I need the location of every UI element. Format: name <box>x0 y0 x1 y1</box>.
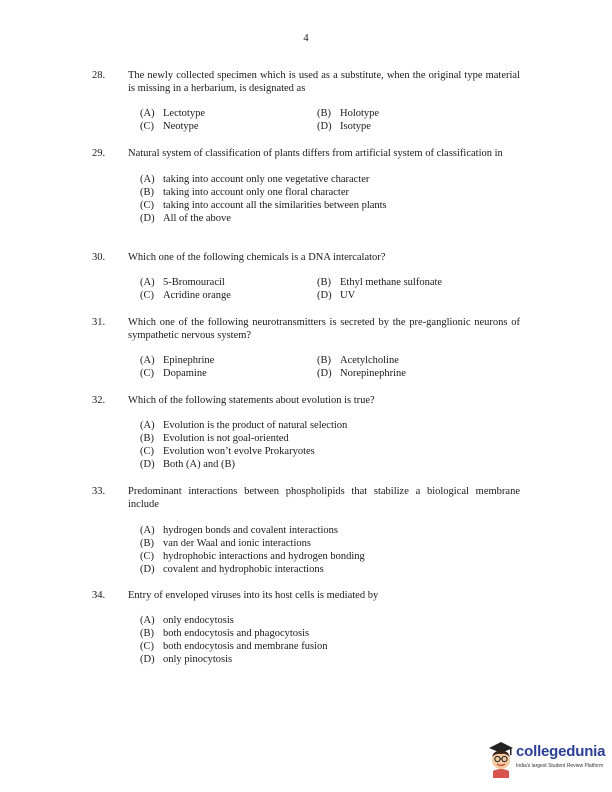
option-c[interactable] <box>140 367 317 380</box>
option-text: taking into account only one floral character <box>163 187 350 198</box>
option-text: both endocytosis and membrane fusion <box>163 641 328 652</box>
question-29 <box>92 147 520 225</box>
option-c[interactable] <box>140 640 520 653</box>
option-label: (A) <box>140 277 155 288</box>
question-text: Which one of the following neurotransmitters is secreted by the pre-ganglionic neurons of sympathetic nervous system? <box>128 317 520 341</box>
option-d[interactable] <box>317 289 520 302</box>
question-number: 30. <box>92 252 106 263</box>
question-number: 28. <box>92 70 106 81</box>
option-text: Evolution is the product of natural selection <box>163 420 348 431</box>
question-text: Which one of the following chemicals is a DNA intercalator? <box>128 252 386 263</box>
question-32 <box>92 394 520 471</box>
option-label: (B) <box>317 108 331 119</box>
option-text: van der Waal and ionic interactions <box>163 538 311 549</box>
options <box>140 524 520 576</box>
question-34 <box>92 589 520 666</box>
mascot-icon <box>486 740 516 778</box>
option-label: (A) <box>140 108 155 119</box>
options <box>140 276 520 302</box>
option-label: (B) <box>317 277 331 288</box>
question-text: Natural system of classification of plants differs from artificial system of classification in <box>128 148 503 159</box>
options <box>140 173 520 225</box>
option-text: Dopamine <box>163 368 207 379</box>
option-text: hydrophobic interactions and hydrogen bonding <box>163 551 365 562</box>
option-text: Epinephrine <box>163 355 215 366</box>
option-text: covalent and hydrophobic interactions <box>163 564 324 575</box>
question-number: 34. <box>92 590 106 601</box>
question-28 <box>92 69 520 133</box>
option-d[interactable] <box>317 120 520 133</box>
option-label: (B) <box>140 187 154 198</box>
option-text: taking into account only one vegetative character <box>163 174 370 185</box>
option-label: (D) <box>140 654 155 665</box>
option-label: (D) <box>140 459 155 470</box>
option-c[interactable] <box>140 289 317 302</box>
option-label: (B) <box>317 355 331 366</box>
option-a[interactable] <box>140 276 317 289</box>
option-a[interactable] <box>140 354 317 367</box>
option-label: (D) <box>140 213 155 224</box>
collegedunia-logo[interactable] <box>486 740 606 780</box>
option-b[interactable] <box>140 186 520 199</box>
option-text: only endocytosis <box>163 615 234 626</box>
option-text: Evolution is not goal-oriented <box>163 433 289 444</box>
question-number: 32. <box>92 395 106 406</box>
option-label: (D) <box>317 121 332 132</box>
option-label: (C) <box>140 290 154 301</box>
option-label: (B) <box>140 538 154 549</box>
option-c[interactable] <box>140 199 520 212</box>
options <box>140 419 520 471</box>
option-d[interactable] <box>140 653 520 666</box>
option-label: (C) <box>140 641 154 652</box>
question-30 <box>92 251 520 302</box>
option-label: (B) <box>140 628 154 639</box>
option-label: (C) <box>140 121 154 132</box>
question-text: Predominant interactions between phospholipids that stabilize a biological membrane include <box>128 486 520 510</box>
options <box>140 107 520 133</box>
option-text: Acetylcholine <box>340 355 399 366</box>
question-text: Entry of enveloped viruses into its host cells is mediated by <box>128 590 379 601</box>
option-text: Lectotype <box>163 108 205 119</box>
option-d[interactable] <box>317 367 520 380</box>
option-d[interactable] <box>140 458 520 471</box>
option-label: (C) <box>140 200 154 211</box>
options <box>140 614 520 666</box>
question-number: 33. <box>92 486 106 497</box>
option-text: Neotype <box>163 121 199 132</box>
question-number: 29. <box>92 148 106 159</box>
option-text: only pinocytosis <box>163 654 233 665</box>
option-label: (A) <box>140 525 155 536</box>
option-text: 5-Bromouracil <box>163 277 225 288</box>
option-text: taking into account all the similarities between plants <box>163 200 387 211</box>
option-d[interactable] <box>140 212 520 225</box>
option-text: hydrogen bonds and covalent interactions <box>163 525 338 536</box>
page-number: 4 <box>303 33 309 44</box>
option-text: Ethyl methane sulfonate <box>340 277 443 288</box>
option-label: (B) <box>140 433 154 444</box>
option-text: UV <box>340 290 356 301</box>
option-text: Both (A) and (B) <box>163 459 236 470</box>
option-a[interactable] <box>140 419 520 432</box>
option-text: Norepinephrine <box>340 368 406 379</box>
option-a[interactable] <box>140 107 317 120</box>
option-d[interactable] <box>140 563 520 576</box>
option-label: (A) <box>140 615 155 626</box>
option-c[interactable] <box>140 550 520 563</box>
option-b[interactable] <box>140 627 520 640</box>
option-label: (C) <box>140 368 154 379</box>
option-label: (A) <box>140 174 155 185</box>
option-text: Isotype <box>340 121 371 132</box>
option-label: (D) <box>140 564 155 575</box>
option-b[interactable] <box>317 107 520 120</box>
question-number: 31. <box>92 317 106 328</box>
options <box>140 354 520 380</box>
option-b[interactable] <box>317 276 520 289</box>
option-text: Holotype <box>340 108 380 119</box>
brand-name: collegedunia <box>516 743 606 760</box>
option-label: (A) <box>140 420 155 431</box>
option-label: (A) <box>140 355 155 366</box>
option-text: Evolution won’t evolve Prokaryotes <box>163 446 315 457</box>
brand-tagline: India's largest Student Review Platform <box>516 763 604 769</box>
question-31 <box>92 316 520 380</box>
option-label: (C) <box>140 446 154 457</box>
option-b[interactable] <box>140 432 520 445</box>
option-label: (D) <box>317 368 332 379</box>
option-text: both endocytosis and phagocytosis <box>163 628 310 639</box>
option-c[interactable] <box>140 120 317 133</box>
option-label: (D) <box>317 290 332 301</box>
option-a[interactable] <box>140 524 520 537</box>
option-a[interactable] <box>140 614 520 627</box>
option-c[interactable] <box>140 445 520 458</box>
option-b[interactable] <box>140 537 520 550</box>
option-text: All of the above <box>163 213 231 224</box>
question-text: Which of the following statements about evolution is true? <box>128 395 375 406</box>
option-b[interactable] <box>317 354 520 367</box>
option-label: (C) <box>140 551 154 562</box>
question-text: The newly collected specimen which is used as a substitute, when the original type material is missing in a herbarium, is designated as <box>128 70 520 94</box>
option-text: Acridine orange <box>163 290 231 301</box>
option-a[interactable] <box>140 173 520 186</box>
question-33 <box>92 485 520 576</box>
